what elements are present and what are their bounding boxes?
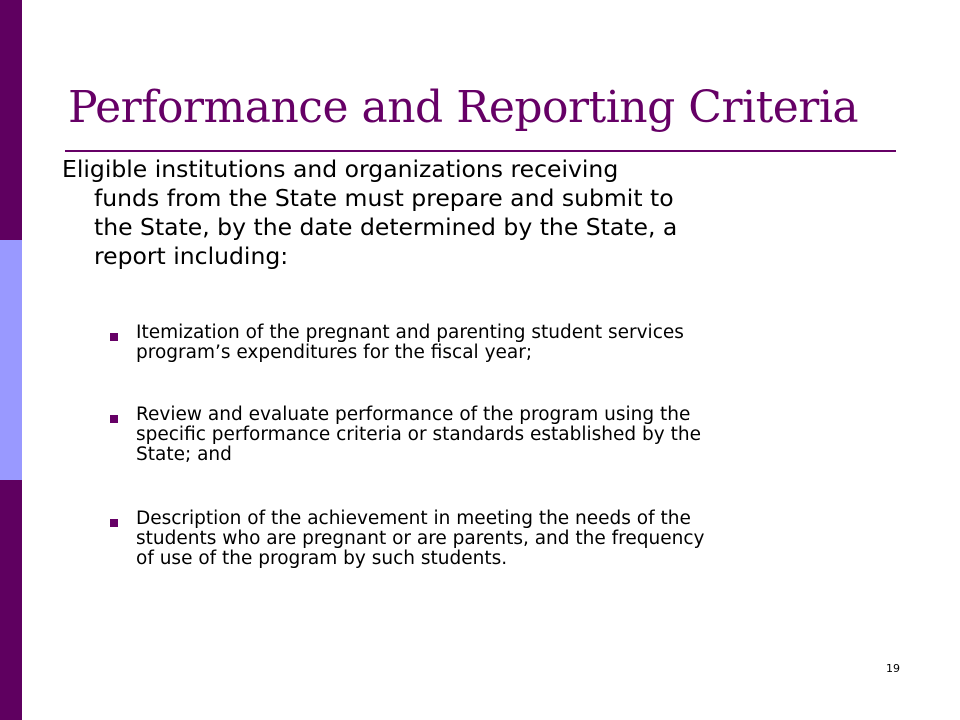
- intro-line: funds from the State must prepare and submit to: [94, 184, 674, 212]
- bullet-text: [136, 509, 704, 569]
- bullet-line: Itemization of the pregnant and parenting student services: [136, 322, 684, 343]
- intro-line: report including:: [94, 242, 289, 270]
- bullet-text: [136, 323, 684, 363]
- intro-line: the State, by the date determined by the State, a: [94, 213, 678, 241]
- square-bullet-icon: [110, 519, 118, 527]
- slide-title: Performance and Reporting Criteria: [68, 82, 859, 133]
- sidebar-band-middle: [0, 240, 22, 480]
- bullet-text: [136, 405, 701, 465]
- sidebar-band-top: [0, 0, 22, 240]
- square-bullet-icon: [110, 333, 118, 341]
- sidebar-band-bottom: [0, 480, 22, 720]
- title-underline: [65, 150, 896, 152]
- bullet-line: of use of the program by such students.: [136, 548, 508, 569]
- bullet-line: program’s expenditures for the fiscal year;: [136, 342, 533, 363]
- bullet-line: specific performance criteria or standards established by the: [136, 424, 701, 445]
- intro-line: Eligible institutions and organizations receiving: [62, 155, 619, 183]
- intro-paragraph: [62, 155, 907, 271]
- bullet-line: State; and: [136, 444, 232, 465]
- square-bullet-icon: [110, 415, 118, 423]
- page-number: 19: [886, 662, 900, 675]
- bullet-line: Review and evaluate performance of the program using the: [136, 404, 691, 425]
- bullet-line: Description of the achievement in meeting the needs of the: [136, 508, 691, 529]
- bullet-line: students who are pregnant or are parents, and the frequency: [136, 528, 705, 549]
